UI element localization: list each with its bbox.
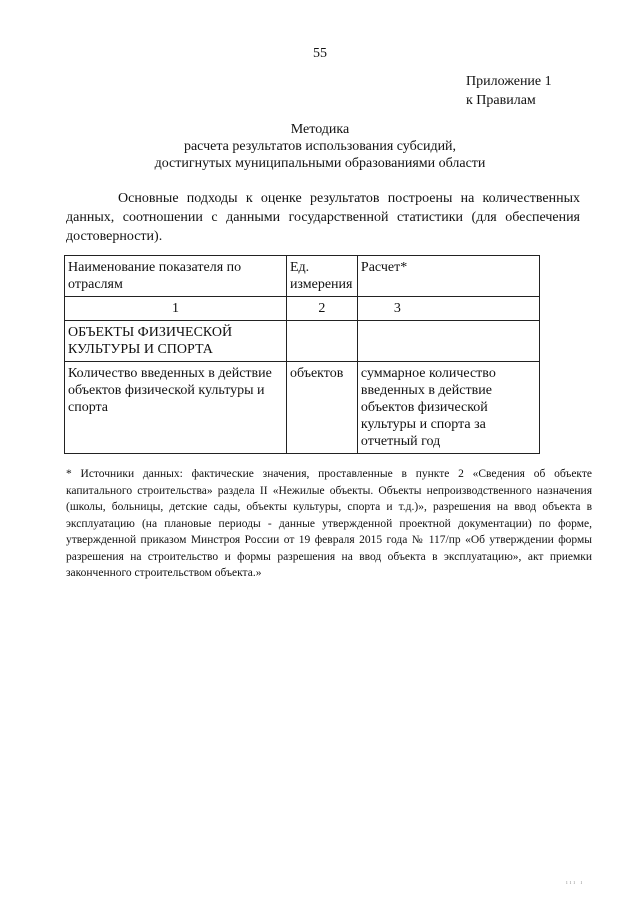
- title-line-3: достигнутых муниципальными образованиями области: [154, 156, 486, 171]
- column-number-1: 1: [65, 297, 287, 321]
- header-indicator-name: Наименование показателя по отраслям: [65, 256, 287, 297]
- document-title: [0, 121, 640, 172]
- table-header-row: [65, 256, 540, 297]
- appendix-reference: [466, 72, 552, 110]
- title-line-2: расчета результатов использования субсидий,: [183, 139, 457, 154]
- section-empty-cell: [357, 321, 539, 362]
- appendix-line-2: к Правилам: [466, 93, 536, 108]
- header-unit: Ед. измерения: [286, 256, 357, 297]
- appendix-line-1: Приложение 1: [466, 74, 552, 89]
- column-number-3: 3: [357, 297, 539, 321]
- unit-cell: объектов: [286, 362, 357, 454]
- page-number: 55: [313, 46, 327, 61]
- column-number-row: [65, 297, 540, 321]
- indicators-table: [64, 255, 540, 454]
- indicator-cell: Количество введенных в действие объектов физической культуры и спорта: [65, 362, 287, 454]
- table-row: [65, 362, 540, 454]
- title-line-1: Методика: [290, 122, 350, 137]
- section-row: [65, 321, 540, 362]
- scan-corner-mark: ııı ı: [566, 880, 585, 886]
- header-calculation: Расчет*: [357, 256, 539, 297]
- calculation-cell: суммарное количество введенных в действие объектов физической культуры и спорта за отчетный год: [357, 362, 539, 454]
- intro-paragraph: Основные подходы к оценке результатов построены на количественных данных, соотношении с данными государственной статистики (для обеспечения достоверности).: [66, 191, 580, 244]
- footnote: * Источники данных: фактические значения, проставленные в пункте 2 «Сведения об объекте капитального строительства» раздела II «Нежилые объекты. Объекты непроизводственного назначения (школы, больницы, детские сады, объекты культуры, спорта и т.д.)», разрешения на ввод объекта в эксплуатацию (на плановые периоды - данные утвержденной проектной документации) по форме, утвержденной приказом Минстроя России от 19 февраля 2015 года № 117/пр «Об утверждении формы разрешения на строительство и формы разрешения на ввод объекта в эксплуатацию», акт приемки законченного строительством объекта.»: [66, 468, 592, 579]
- section-title: ОБЪЕКТЫ ФИЗИЧЕСКОЙ КУЛЬТУРЫ И СПОРТА: [65, 321, 287, 362]
- column-number-2: 2: [286, 297, 357, 321]
- section-empty-cell: [286, 321, 357, 362]
